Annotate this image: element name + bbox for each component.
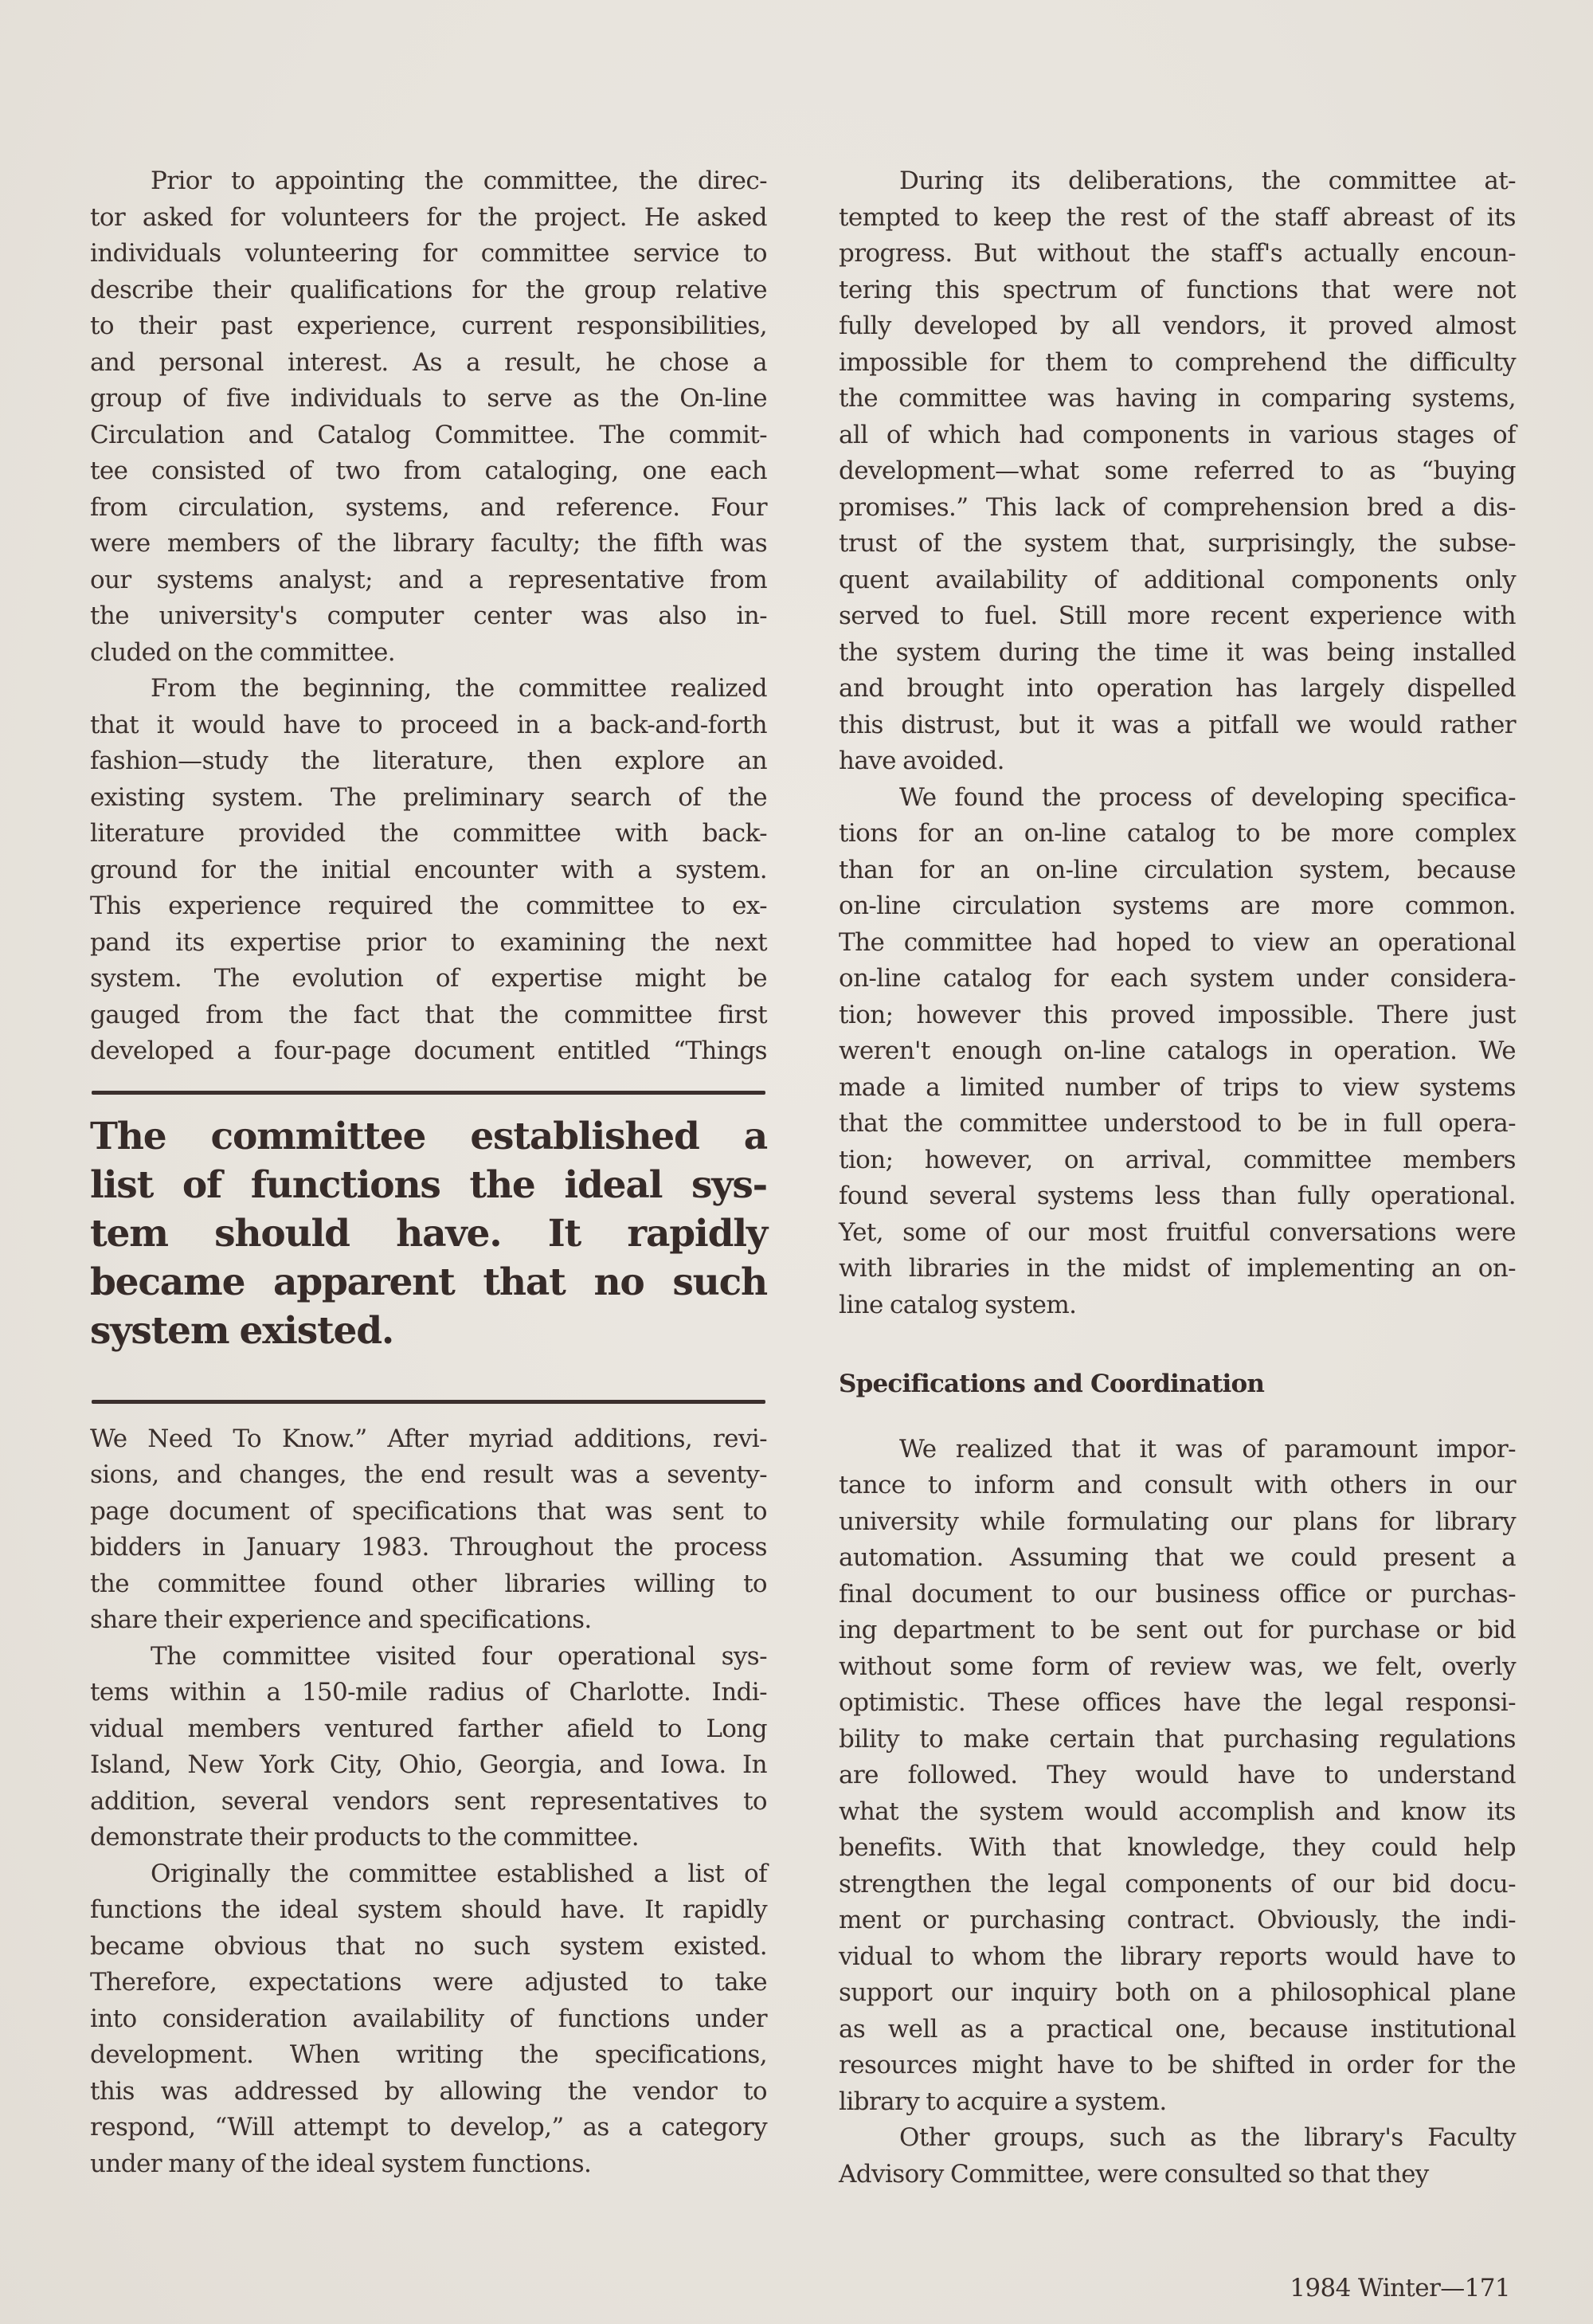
text-line: library to acquire a system.: [839, 2087, 1167, 2116]
text-line: Prior to appointing the committee, the direc-: [151, 167, 767, 195]
text-line: under many of the ideal system functions.: [90, 2149, 592, 2178]
text-line: tering this spectrum of functions that were not: [839, 275, 1516, 304]
text-line: Advisory Committee, were consulted so that they: [839, 2159, 1429, 2189]
text-line: respond, “Will attempt to develop,” as a category: [90, 2113, 767, 2142]
text-line: became obvious that no such system existed.: [90, 1931, 767, 1961]
text-line: benefits. With that knowledge, they could help: [839, 1833, 1516, 1862]
text-line: promises.” This lack of comprehension bred a dis-: [839, 492, 1516, 522]
text-line: and personal interest. As a result, he chose a: [90, 347, 767, 377]
text-line: tems within a 150-mile radius of Charlotte. Indi-: [90, 1678, 767, 1707]
text-line: resources might have to be shifted in order for the: [839, 2051, 1516, 2079]
text-line: our systems analyst; and a representative from: [90, 565, 767, 594]
text-line: support our inquiry both on a philosophical plane: [839, 1978, 1516, 2007]
body-text-block: [839, 1432, 1516, 2193]
text-line: demonstrate their products to the committee.: [90, 1823, 640, 1852]
text-line: tion; however, on arrival, committee members: [839, 1145, 1516, 1174]
text-line: all of which had components in various stages of: [839, 420, 1516, 449]
text-line: automation. Assuming that we could present a: [839, 1543, 1516, 1572]
text-line: found several systems less than fully operational.: [839, 1182, 1516, 1210]
text-line: the system during the time it was being installed: [839, 637, 1516, 667]
text-line: Yet, some of our most fruitful conversations were: [839, 1217, 1516, 1247]
text-line: strengthen the legal components of our bid docu-: [839, 1869, 1516, 1899]
pull-quote-line: list of functions the ideal sys-: [90, 1162, 767, 1207]
text-line: The committee had hoped to view an operational: [839, 927, 1516, 957]
text-line: quent availability of additional components only: [839, 565, 1516, 594]
text-line: ground for the initial encounter with a system.: [90, 855, 767, 884]
pull-quote-line: tem should have. It rapidly: [90, 1211, 767, 1256]
text-line: Island, New York City, Ohio, Georgia, and Iowa. In: [90, 1750, 767, 1779]
text-line: served to fuel. Still more recent experience with: [839, 602, 1516, 630]
text-line: We found the process of developing specifica-: [899, 782, 1516, 812]
text-line: ing department to be sent out for purchase or bid: [839, 1616, 1516, 1644]
pull-quote-line: became apparent that no such: [90, 1260, 767, 1304]
text-line: were members of the library faculty; the fifth was: [90, 529, 767, 558]
text-line: progress. But without the staff's actually encoun-: [839, 239, 1516, 268]
text-line: the committee was having in comparing systems,: [839, 384, 1516, 413]
body-text-block: [90, 163, 767, 1070]
text-line: addition, several vendors sent representatives to: [90, 1786, 767, 1816]
text-line: weren't enough on-line catalogs in operation. We: [839, 1037, 1516, 1065]
page-folio: 1984 Winter—171: [1290, 2274, 1510, 2302]
text-line: vidual to whom the library reports would have to: [839, 1942, 1516, 1971]
text-line: pand its expertise prior to examining the next: [90, 927, 767, 957]
text-line: development—what some referred to as “buying: [839, 457, 1516, 485]
text-line: page document of specifications that was sent to: [90, 1496, 767, 1526]
text-line: on-line catalog for each system under considera-: [839, 964, 1516, 993]
text-line: From the beginning, the committee realized: [151, 674, 767, 703]
text-line: and brought into operation has largely dispelled: [839, 674, 1516, 703]
text-line: group of five individuals to serve as the On-line: [90, 384, 767, 413]
text-line: the university's computer center was also in-: [90, 602, 767, 630]
text-line: share their experience and specifications.: [90, 1605, 592, 1634]
text-line: gauged from the fact that the committee first: [90, 1000, 767, 1029]
text-line: are followed. They would have to understand: [839, 1761, 1516, 1789]
pull-quote-text: [90, 1112, 767, 1355]
text-line: developed a four-page document entitled “Things: [90, 1037, 767, 1065]
text-line: We realized that it was of paramount impor-: [899, 1434, 1516, 1464]
pull-quote-line: system existed.: [90, 1308, 394, 1353]
body-text-block: [839, 163, 1516, 1323]
text-line: fully developed by all vendors, it proved almost: [839, 312, 1516, 340]
text-line: final document to our business office or purchas-: [839, 1579, 1516, 1609]
right-column: [839, 163, 1516, 2193]
text-line: Other groups, such as the library's Faculty: [899, 2123, 1516, 2152]
text-line: cluded on the committee.: [90, 637, 396, 667]
text-line: literature provided the committee with back-: [90, 819, 767, 848]
text-line: development. When writing the specifications,: [90, 2040, 767, 2069]
text-line: on-line circulation systems are more common.: [839, 892, 1516, 920]
text-line: bidders in January 1983. Throughout the process: [90, 1533, 767, 1562]
pull-quote-bottom-rule: [92, 1400, 765, 1404]
text-line: university while formulating our plans for library: [839, 1507, 1516, 1536]
text-line: that the committee understood to be in full opera-: [839, 1109, 1516, 1138]
text-line: system. The evolution of expertise might be: [90, 964, 767, 993]
text-line: tempted to keep the rest of the staff abreast of its: [839, 202, 1516, 232]
text-line: fashion—study the literature, then explore an: [90, 747, 767, 775]
section-heading: Specifications and Coordination: [839, 1370, 1265, 1398]
text-line: impossible for them to comprehend the difficulty: [839, 347, 1516, 377]
text-line: have avoided.: [839, 747, 1004, 775]
text-line: trust of the system that, surprisingly, the subse-: [839, 529, 1516, 558]
text-line: tor asked for volunteers for the project. He asked: [90, 202, 767, 232]
text-line: from circulation, systems, and reference. Four: [90, 492, 767, 522]
text-line: sions, and changes, the end result was a seventy-: [90, 1460, 767, 1489]
left-column: [90, 163, 767, 2182]
text-line: into consideration availability of functions under: [90, 2004, 767, 2033]
text-line: Therefore, expectations were adjusted to take: [90, 1968, 767, 1997]
text-line: tee consisted of two from cataloging, one each: [90, 457, 767, 485]
text-line: tions for an on-line catalog to be more complex: [839, 819, 1516, 848]
text-line: bility to make certain that purchasing regulations: [839, 1724, 1516, 1754]
text-line: vidual members ventured farther afield to Long: [90, 1714, 767, 1743]
text-line: to their past experience, current responsibilities,: [90, 312, 767, 340]
text-line: than for an on-line circulation system, because: [839, 855, 1516, 884]
text-line: that it would have to proceed in a back-and-forth: [90, 710, 767, 739]
text-line: tion; however this proved impossible. There just: [839, 1000, 1516, 1029]
text-line: We Need To Know.” After myriad additions, revi-: [90, 1424, 767, 1453]
text-line: made a limited number of trips to view systems: [839, 1072, 1516, 1102]
text-line: line catalog system.: [839, 1290, 1077, 1319]
text-line: with libraries in the midst of implementing an on-: [839, 1254, 1516, 1283]
body-text-block: [90, 1421, 767, 2183]
pull-quote-top-rule: [92, 1091, 765, 1095]
text-line: existing system. The preliminary search of the: [90, 782, 767, 812]
pull-quote-line: The committee established a: [90, 1114, 767, 1158]
text-line: what the system would accomplish and know its: [839, 1797, 1516, 1826]
text-line: this distrust, but it was a pitfall we would rather: [839, 710, 1516, 739]
text-line: During its deliberations, the committee at-: [899, 167, 1516, 195]
text-line: tance to inform and consult with others in our: [839, 1471, 1516, 1499]
text-line: individuals volunteering for committee service to: [90, 239, 767, 268]
text-line: functions the ideal system should have. It rapidly: [90, 1895, 767, 1924]
text-line: ment or purchasing contract. Obviously, the indi-: [839, 1906, 1516, 1934]
text-line: describe their qualifications for the group relative: [90, 275, 767, 304]
text-line: as well as a practical one, because institutional: [839, 2014, 1516, 2044]
text-line: this was addressed by allowing the vendor to: [90, 2076, 767, 2106]
text-line: the committee found other libraries willing to: [90, 1569, 767, 1598]
text-line: The committee visited four operational sys-: [151, 1641, 767, 1671]
text-line: optimistic. These offices have the legal responsi-: [839, 1688, 1516, 1717]
text-line: without some form of review was, we felt, overly: [839, 1652, 1516, 1681]
text-line: This experience required the committee to ex-: [90, 892, 767, 920]
text-line: Circulation and Catalog Committee. The commit-: [90, 420, 767, 449]
pull-quote: [90, 1091, 767, 1404]
text-line: Originally the committee established a list of: [151, 1859, 767, 1888]
